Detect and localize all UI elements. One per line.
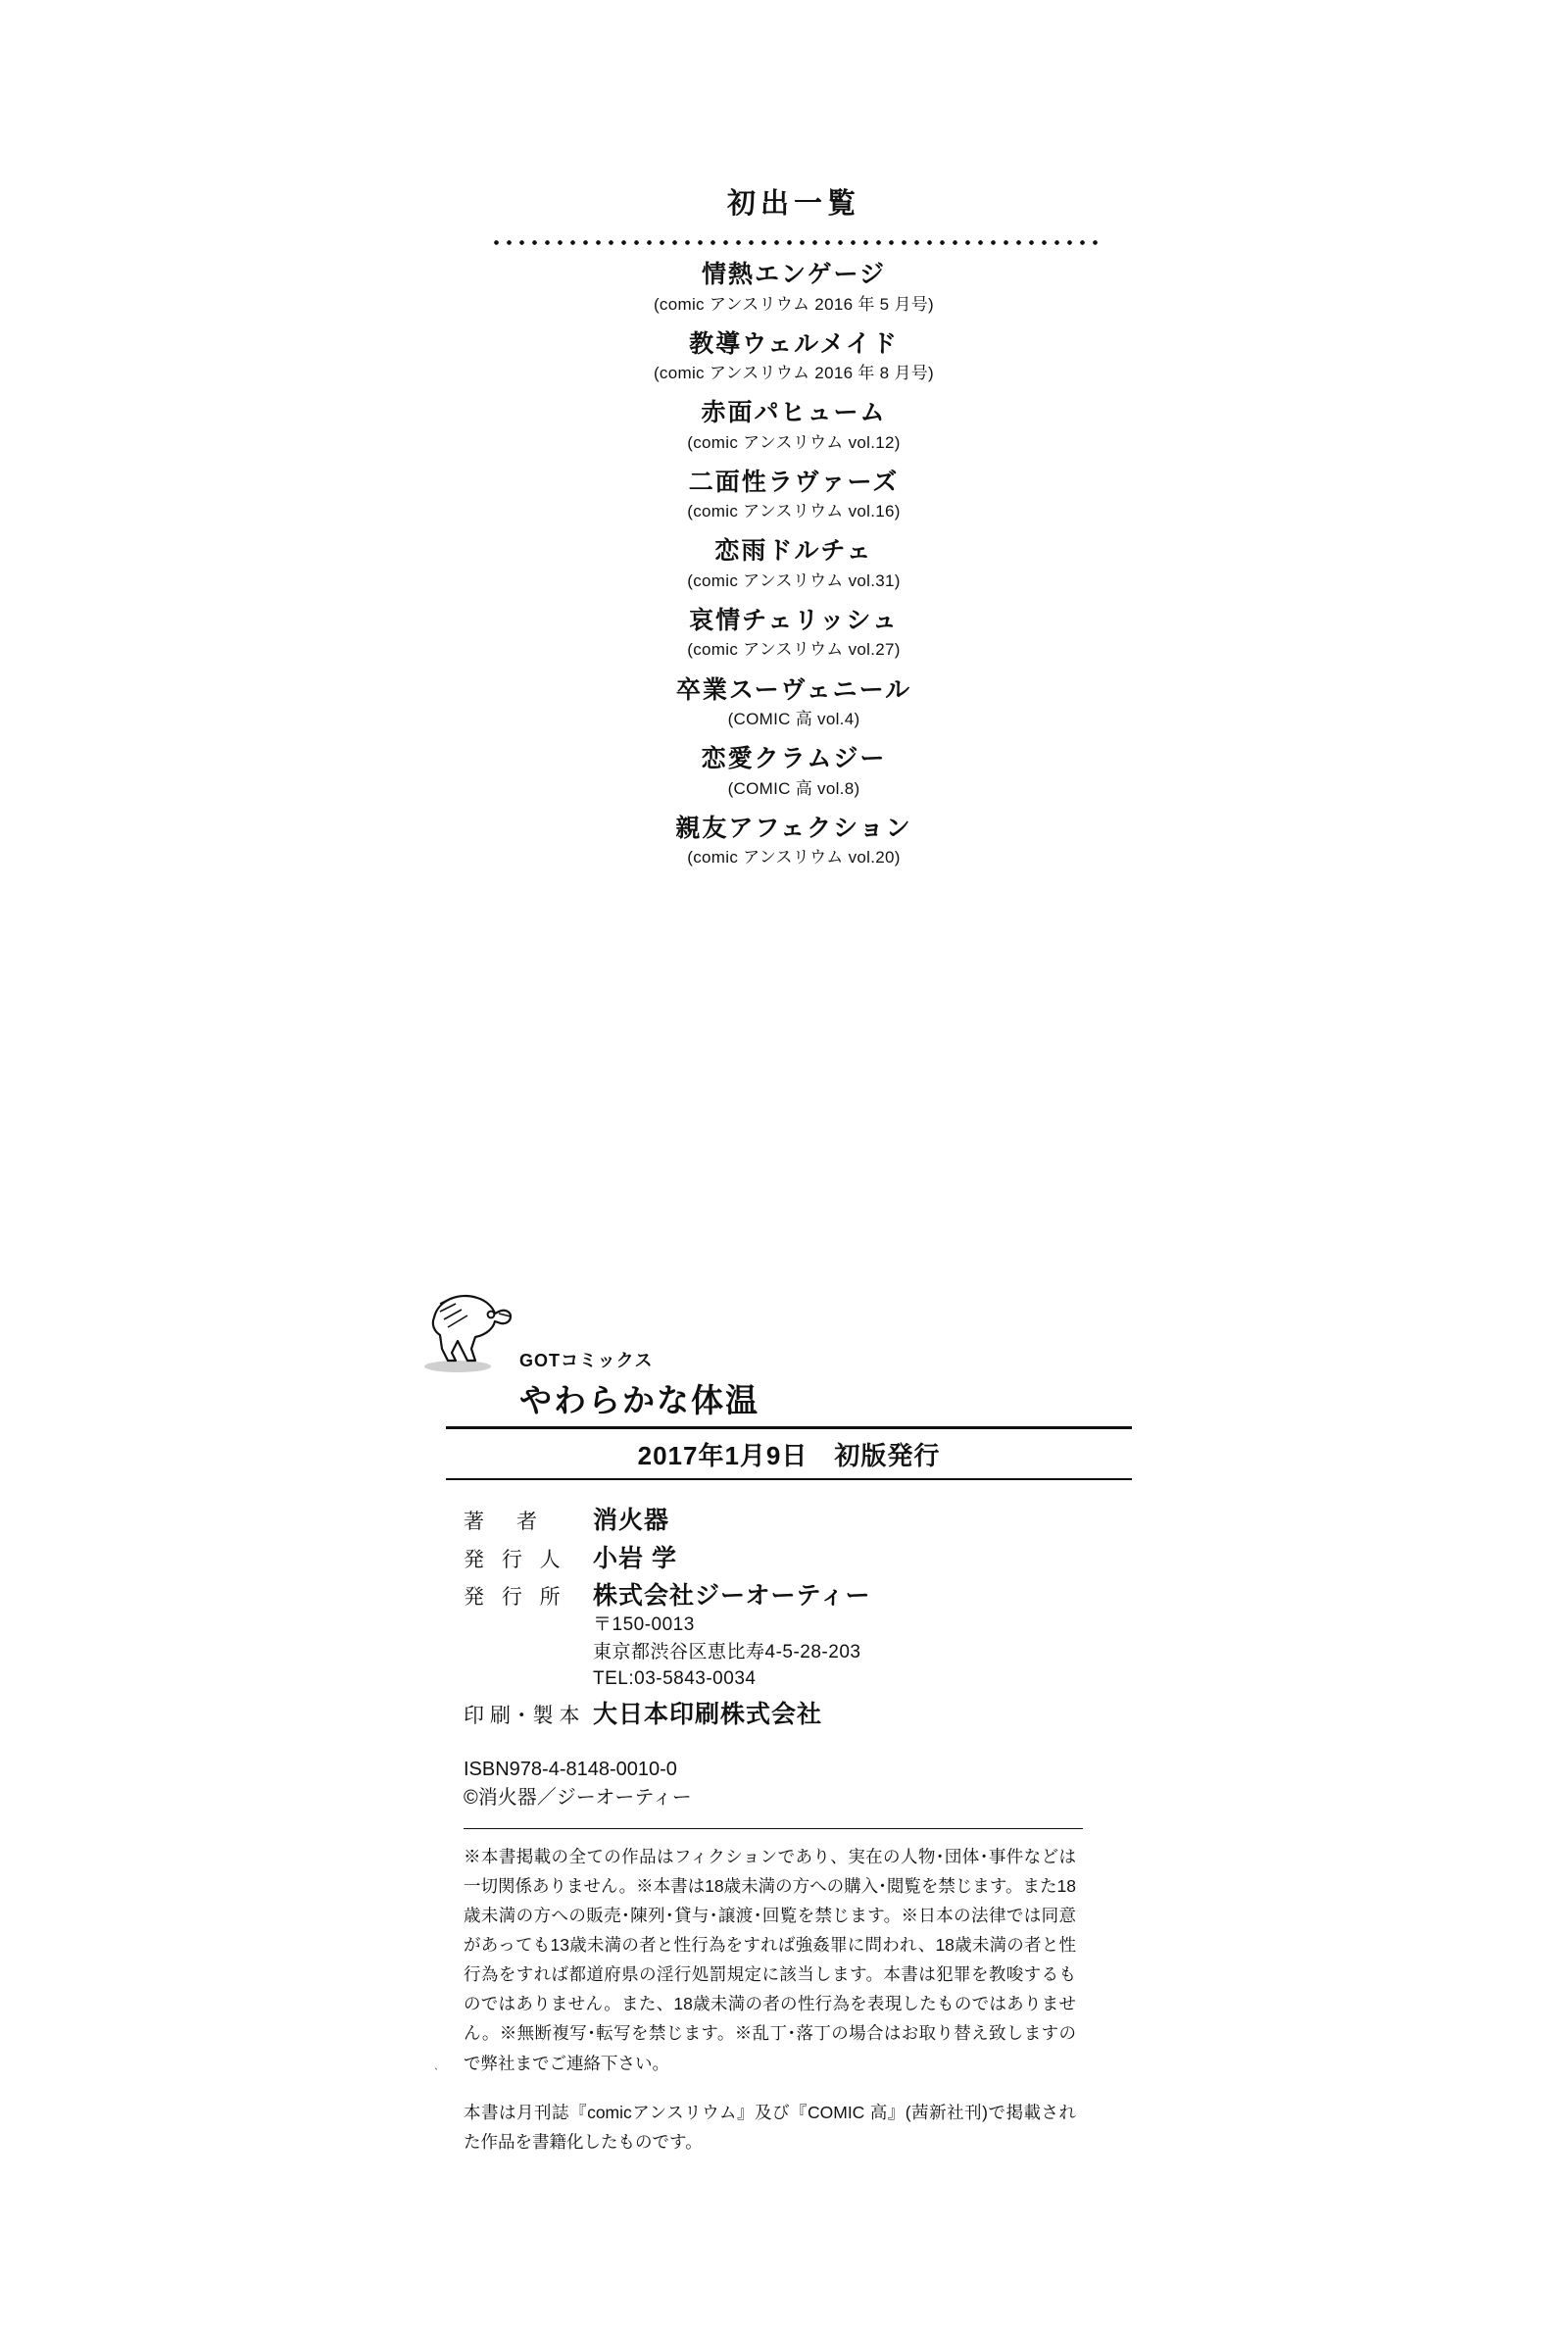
work-source: (comic アンスリウム vol.16) [687, 502, 901, 521]
work-source: (comic アンスリウム vol.31) [687, 571, 901, 590]
publisher-brand: GOTコミックス [519, 1351, 654, 1370]
book-title: やわらかな体温 [519, 1382, 760, 1418]
dotted-divider [490, 239, 1098, 246]
legal-paragraph-2: 本書は月刊誌『comicアンスリウム』及び『COMIC 高』(茜新社刊)で掲載された作品を書籍化したものです。 [464, 2102, 1076, 2152]
credit-row [446, 1506, 1132, 1536]
list-item [490, 259, 1098, 316]
publisher-address: 〒150-0013 東京都渋谷区恵比寿4-5-28-203 TEL:03-5843-0034 [593, 1614, 861, 1690]
credit-row [446, 1544, 1132, 1574]
legal-notice [464, 1842, 1076, 2157]
credit-value: 大日本印刷株式会社 [593, 1700, 823, 1728]
work-source: (comic アンスリウム vol.27) [687, 640, 901, 660]
publisher-name: 株式会社ジーオーティー [593, 1581, 871, 1610]
work-title: 哀情チェリッシュ [689, 606, 899, 634]
work-source: (comic アンスリウム 2016 年 5 月号) [653, 294, 935, 314]
work-source: (COMIC 高 vol.8) [727, 778, 860, 798]
isbn-block [446, 1756, 1132, 1812]
credit-label: 印刷･製本 [464, 1704, 586, 1727]
work-title: 赤面パヒューム [701, 399, 887, 427]
credit-value: 消火器 [593, 1507, 670, 1535]
bird-logo-icon [416, 1284, 534, 1374]
divider-thin [446, 1478, 1132, 1480]
isbn-number: ISBN978-4-8148-0010-0 [464, 1758, 677, 1780]
imprint-block [446, 1304, 1132, 2157]
divider-long [464, 1828, 1083, 1829]
credit-label: 著 者 [464, 1511, 543, 1534]
work-title: 教導ウェルメイド [689, 329, 899, 358]
list-item [490, 535, 1098, 592]
credit-value [593, 1581, 871, 1693]
work-source: (comic アンスリウム vol.12) [687, 432, 901, 452]
list-item [490, 328, 1098, 385]
credit-value: 小岩 学 [593, 1544, 677, 1572]
work-source: (comic アンスリウム 2016 年 8 月号) [653, 364, 935, 383]
list-item [490, 813, 1098, 869]
list-item [490, 467, 1098, 523]
work-title: 恋雨ドルチェ [714, 537, 873, 566]
list-item [490, 397, 1098, 454]
credit-label: 発 行 人 [464, 1548, 566, 1571]
list-item [490, 605, 1098, 662]
credit-row [446, 1581, 1132, 1693]
first-publication-list [490, 181, 1098, 868]
copyright-line: ©消火器／ジーオーティー [464, 1786, 692, 1809]
section-title: 初出一覧 [726, 188, 860, 220]
list-item [490, 743, 1098, 800]
work-title: 親友アフェクション [675, 814, 912, 842]
work-title: 恋愛クラムジー [701, 745, 887, 773]
work-title: 情熱エンゲージ [701, 261, 886, 288]
legal-paragraph-1: ※本書掲載の全ての作品はフィクションであり、実在の人物･団体･事件などは一切関係ありません。※本書は18歳未満の方への購入･閲覧を禁じます。また18歳未満の方への販売･陳列･貸与･譲渡･回覧を禁じます。※日本の法律では同意があっても13歳未満の者と性行為をすれば強姦罪に問われ、18歳未満の者と性行為をすれば都道府県の淫行処罰規定に該当します。本書は犯罪を教唆するものではありません。また、18歳未満の者の性行為を表現したものではありません。※無断複写･転写を禁じます。※乱丁･落丁の場合はお取り替え致しますので弊社までご連絡下さい。 [464, 1846, 1076, 2073]
stray-ink-mark: ˎ [434, 2056, 439, 2070]
publisher-logo-row [446, 1304, 1132, 1380]
work-title: 二面性ラヴァーズ [688, 468, 900, 496]
work-title: 卒業スーヴェニール [675, 675, 912, 704]
work-source: (COMIC 高 vol.4) [727, 710, 860, 729]
credit-row [446, 1700, 1132, 1730]
credit-label: 発 行 所 [464, 1585, 566, 1609]
publication-date: 2017年1月9日 初版発行 [637, 1441, 941, 1471]
work-source: (comic アンスリウム vol.20) [687, 848, 901, 868]
list-item [490, 674, 1098, 731]
credits-table [446, 1506, 1132, 1730]
